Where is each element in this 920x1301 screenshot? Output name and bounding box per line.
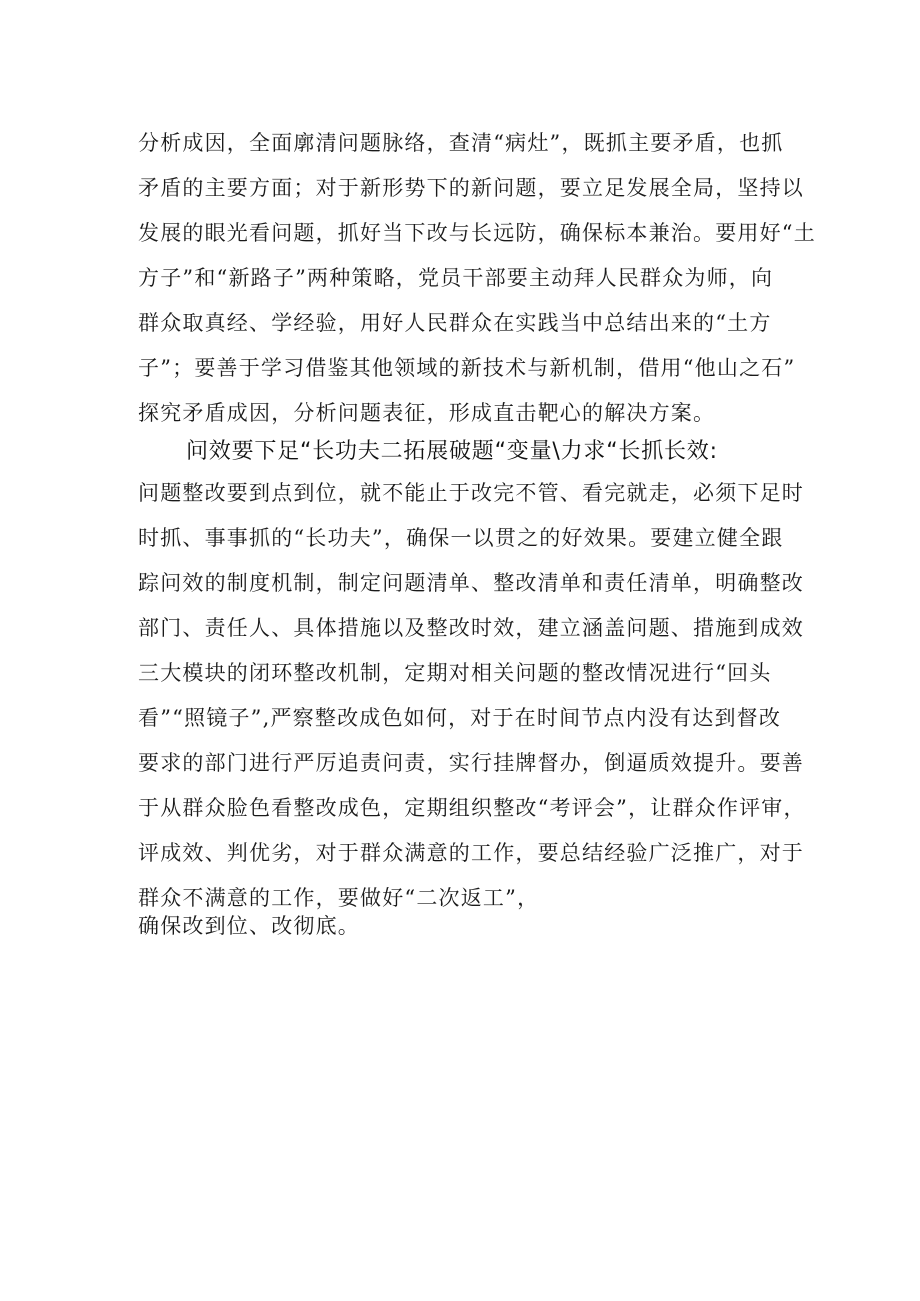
paragraph-line: 发展的眼光看问题，抓好当下改与长远防，确保标本兼治。要用好“土 <box>138 221 816 245</box>
paragraph-line: 问题整改要到点到位，就不能止于改完不管、看完就走，必须下足时 <box>138 481 804 505</box>
paragraph-line: 看”“照镜子”,严察整改成色如何，对于在时间节点内没有达到督改 <box>138 706 782 730</box>
paragraph-line: 群众不满意的工作，要做好“二次返工”， <box>138 886 540 910</box>
paragraph-line: 部门、责任人、具体措施以及整改时效，建立涵盖问题、措施到成效 <box>138 616 804 640</box>
paragraph-line: 确保改到位、改彻底。 <box>138 914 360 938</box>
paragraph-line: 方子”和“新路子”两种策略，党员干部要主动拜人民群众为师，向 <box>138 266 774 290</box>
paragraph-line: 分析成因，全面廓清问题脉络，查清“病灶”，既抓主要矛盾，也抓 <box>138 131 784 155</box>
paragraph-line: 矛盾的主要方面；对于新形势下的新问题，要立足发展全局，坚持以 <box>138 176 804 200</box>
paragraph-line: 于从群众脸色看整改成色，定期组织整改“考评会”，让群众作评审， <box>138 796 806 820</box>
paragraph-line: 评成效、判优劣，对于群众满意的工作，要总结经验广泛推广，对于 <box>138 841 804 865</box>
paragraph-line: 踪问效的制度机制，制定问题清单、整改清单和责任清单，明确整改 <box>138 571 804 595</box>
paragraph-line: 要求的部门进行严厉追责问责，实行挂牌督办，倒逼质效提升。要善 <box>138 751 804 775</box>
paragraph-line: 探究矛盾成因，分析问题表征，形成直击靶心的解决方案。 <box>138 401 716 425</box>
paragraph-line: 子”；要善于学习借鉴其他领域的新技术与新机制，借用“他山之石” <box>138 356 796 380</box>
paragraph-line: 三大模块的闭环整改机制，定期对相关问题的整改情况进行“回头 <box>138 661 772 685</box>
paragraph-line: 时抓、事事抓的“长功夫”，确保一以贯之的好效果。要建立健全跟 <box>138 526 784 550</box>
section-heading: 问效要下足“长功夫二拓展破题“变量\力求“长抓长效: <box>186 439 718 464</box>
paragraph-line: 群众取真经、学经验，用好人民群众在实践当中总结出来的“土方 <box>138 311 772 335</box>
